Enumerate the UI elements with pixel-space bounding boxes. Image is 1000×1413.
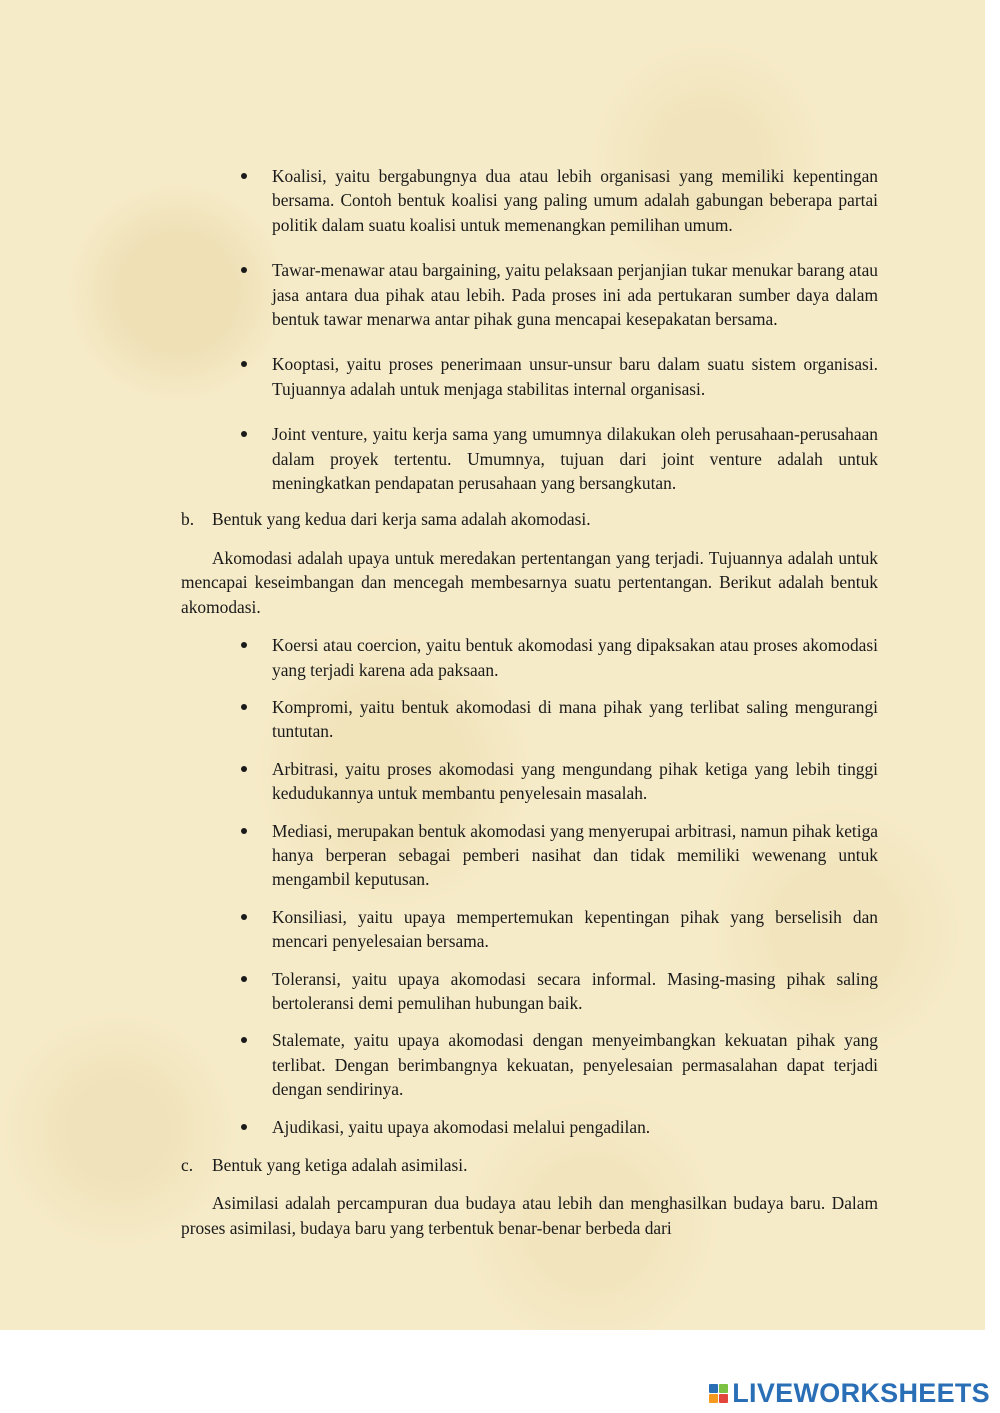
- bullet-icon: [241, 976, 247, 982]
- section-b-heading: [181, 507, 878, 531]
- list-item-text: Kooptasi, yaitu proses penerimaan unsur-unsur baru dalam suatu sistem organisasi. Tujuannya adalah untuk menjaga stabilitas internal organisasi.: [272, 354, 878, 399]
- logo-mark-tile: [719, 1384, 728, 1393]
- list-item-text: Koersi atau coercion, yaitu bentuk akomodasi yang dipaksakan atau proses akomodasi yang terjadi karena ada paksaan.: [272, 635, 878, 680]
- liveworksheets-logo-icon: [709, 1384, 728, 1403]
- list-item-text: Stalemate, yaitu upaya akomodasi dengan menyeimbangkan kekuatan pihak yang terlibat. Dengan berimbangnya kekuatan, penyelesaian permasalahan dapat terjadi dengan sendirinya.: [272, 1030, 878, 1100]
- list-item: [272, 695, 878, 744]
- list-item: [272, 352, 878, 401]
- bullet-icon: [241, 914, 247, 920]
- bullet-icon: [241, 361, 247, 367]
- list-item: [272, 633, 878, 682]
- bullet-icon: [241, 766, 247, 772]
- liveworksheets-logo-text: LIVEWORKSHEETS: [732, 1377, 990, 1408]
- list-item-text: Tawar-menawar atau bargaining, yaitu pelaksaan perjanjian tukar menukar barang atau jasa antara dua pihak atau lebih. Pada proses ini ada pertukaran sumber daya dalam bentuk tawar menarwa antar pihak guna mencapai kesepakatan bersama.: [272, 260, 878, 330]
- list-item: [272, 1028, 878, 1101]
- list-item-text: Konsiliasi, yaitu upaya mempertemukan kepentingan pihak yang berselisih dan mencari penyelesaian bersama.: [272, 906, 878, 952]
- bullet-icon: [241, 1124, 247, 1130]
- logo-mark-tile: [709, 1394, 718, 1403]
- list-item-text: Mediasi, merupakan bentuk akomodasi yang menyerupai arbitrasi, namun pihak ketiga hanya berperan sebagai pemberi nasihat dan tidak memiliki wewenang untuk mengambil keputusan.: [272, 820, 878, 890]
- page-content: [181, 164, 878, 1240]
- bullet-icon: [241, 704, 247, 710]
- section-c-paragraph: Asimilasi adalah percampuran dua budaya atau lebih dan menghasilkan budaya baru. Dalam proses asimilasi, budaya baru yang terbentuk benar-benar berbeda dari: [181, 1193, 878, 1238]
- list-item-text: Koalisi, yaitu bergabungnya dua atau lebih organisasi yang memiliki kepentingan bersama. Contoh bentuk koalisi yang paling umum adalah gabungan beberapa partai politik dalam suatu koalisi untuk memenangkan pemilihan umum.: [272, 166, 878, 235]
- bullet-icon: [241, 267, 247, 273]
- logo-mark-tile: [719, 1394, 728, 1403]
- list-item: [272, 258, 878, 331]
- bullet-icon: [241, 173, 247, 179]
- bullet-icon: [241, 642, 247, 648]
- list-item: [272, 1115, 878, 1139]
- cooperation-forms-list: [181, 164, 878, 495]
- bullet-icon: [241, 431, 247, 437]
- section-c-title: Bentuk yang ketiga adalah asimilasi.: [212, 1155, 468, 1175]
- section-c-marker: c.: [181, 1155, 194, 1175]
- list-item-text: Joint venture, yaitu kerja sama yang umumnya dilakukan oleh perusahaan-perusahaan dalam proyek tertentu. Umumnya, tujuan dari joint venture adalah untuk meningkatkan pendapatan perusahaan yang bersangkutan.: [272, 424, 878, 494]
- list-item-text: Toleransi, yaitu upaya akomodasi secara informal. Masing-masing pihak saling bertoleransi demi pemulihan hubungan baik.: [272, 968, 878, 1013]
- bullet-icon: [241, 1037, 247, 1043]
- accommodation-forms-list: [181, 633, 878, 1139]
- section-c-heading: [181, 1153, 878, 1177]
- section-b-marker: b.: [181, 509, 195, 530]
- list-item: [272, 905, 878, 954]
- logo-mark-tile: [709, 1384, 718, 1393]
- list-item-text: Ajudikasi, yaitu upaya akomodasi melalui pengadilan.: [272, 1116, 651, 1137]
- list-item: [272, 819, 878, 892]
- list-item: [272, 164, 878, 237]
- list-item: [272, 422, 878, 495]
- list-item: [272, 757, 878, 806]
- section-b-title: Bentuk yang kedua dari kerja sama adalah akomodasi.: [212, 509, 591, 530]
- list-item-text: Arbitrasi, yaitu proses akomodasi yang mengundang pihak ketiga yang lebih tinggi kedudukannya untuk membantu penyelesain masalah.: [272, 758, 878, 804]
- list-item: [272, 967, 878, 1016]
- list-item-text: Kompromi, yaitu bentuk akomodasi di mana pihak yang terlibat saling mengurangi tuntutan.: [272, 696, 878, 742]
- section-b-paragraph: Akomodasi adalah upaya untuk meredakan pertentangan yang terjadi. Tujuannya adalah untuk mencapai keseimbangan dan mencegah membesarnya suatu pertentangan. Berikut adalah bentuk akomodasi.: [181, 547, 878, 617]
- liveworksheets-logo[interactable]: [709, 1376, 990, 1410]
- bullet-icon: [241, 828, 247, 834]
